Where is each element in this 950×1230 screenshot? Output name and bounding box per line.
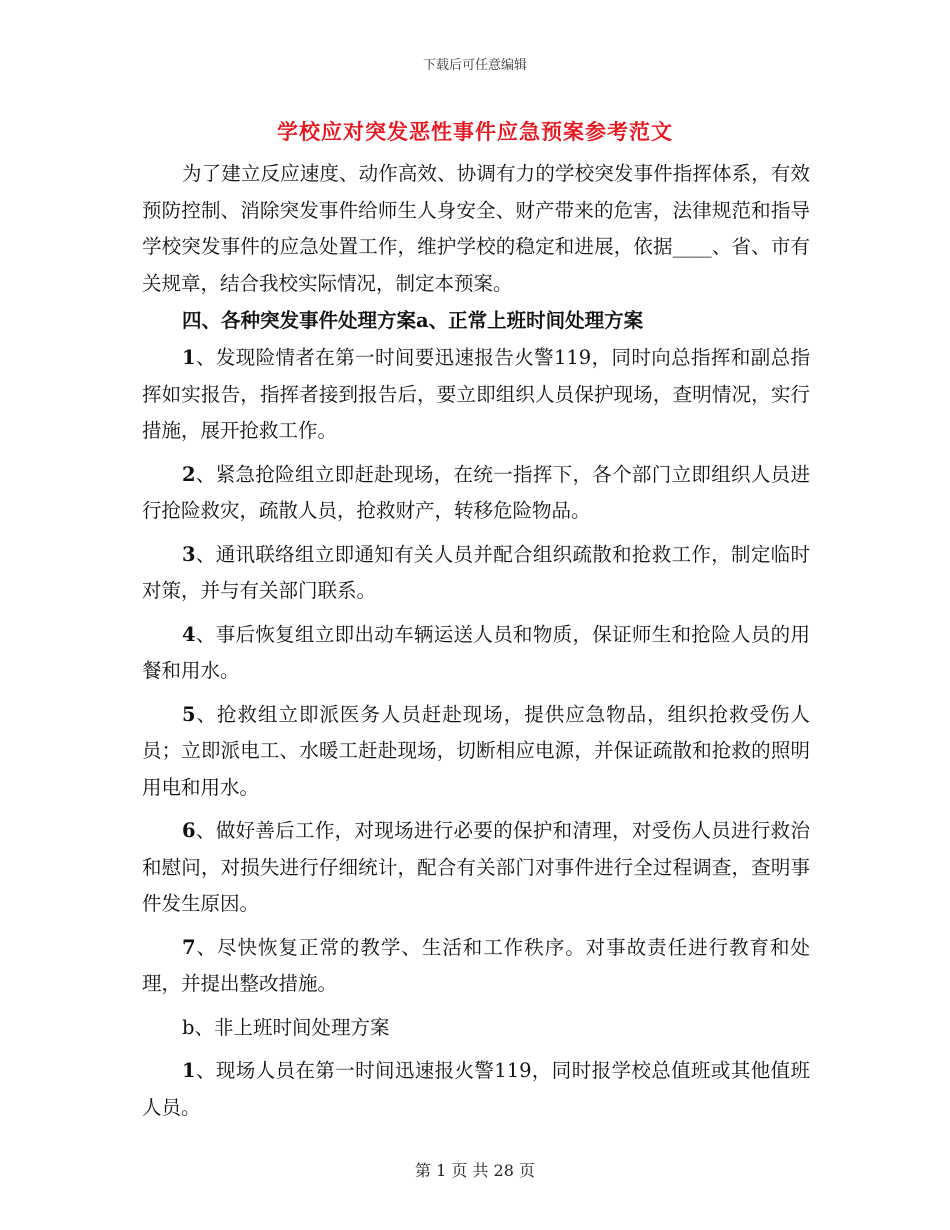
page-footer: 第 1 页 共 28 页 <box>415 1161 535 1180</box>
document-title: 学校应对突发恶性事件应急预案参考范文 <box>277 119 673 144</box>
list-item <box>142 1053 810 1126</box>
item-number: 5 <box>182 702 196 726</box>
item-number: 1 <box>182 1059 196 1082</box>
item-number: 6 <box>182 819 196 842</box>
item-text: 、抢救组立即派医务人员赶赴现场，提供应急物品，组织抢救受伤人员；立即派电工、水暖工赶赴现场，切断相应电源，并保证疏散和抢救的照明用电和用水。 <box>142 702 810 799</box>
item-number: 7 <box>182 935 196 959</box>
intro-paragraph: 为了建立反应速度、动作高效、协调有力的学校突发事件指挥体系，有效预防控制、消除突发事件给师生人身安全、财产带来的危害，法律规范和指导学校突发事件的应急处置工作，维护学校的稳定和进展，依据____、省、市有关规章，结合我校实际情况，制定本预案。 <box>142 162 810 295</box>
list-item <box>142 537 810 610</box>
item-number: 2 <box>182 462 196 486</box>
document-body <box>142 156 810 1126</box>
item-text: 、做好善后工作，对现场进行必要的保护和清理，对受伤人员进行救治和慰问，对损失进行仔细统计，配合有关部门对事件进行全过程调查，查明事件发生原因。 <box>142 819 810 915</box>
header-note: 下载后可任意编辑 <box>422 58 527 73</box>
item-number: 3 <box>182 542 196 566</box>
item-text: 、通讯联络组立即通知有关人员并配合组织疏散和抢救工作，制定临时对策，并与有关部门联系。 <box>142 542 810 602</box>
subsection-heading: b、非上班时间处理方案 <box>182 1015 390 1039</box>
list-item <box>142 340 810 450</box>
item-text: 、发现险情者在第一时间要迅速报告火警119，同时向总指挥和副总指挥如实报告，指挥者接到报告后，要立即组织人员保护现场，查明情况，实行措施，展开抢救工作。 <box>142 346 810 442</box>
list-item <box>142 457 810 530</box>
list-item <box>142 930 810 1003</box>
item-text: 、事后恢复组立即出动车辆运送人员和物质，保证师生和抢险人员的用餐和用水。 <box>142 622 810 682</box>
list-item <box>142 617 810 690</box>
section-heading: 四、各种突发事件处理方案a、正常上班时间处理方案 <box>182 309 644 332</box>
item-number: 4 <box>182 622 196 646</box>
item-text: 、紧急抢险组立即赶赴现场，在统一指挥下，各个部门立即组织人员进行抢险救灾，疏散人员，抢救财产，转移危险物品。 <box>142 462 810 522</box>
item-text: 、尽快恢复正常的教学、生活和工作秩序。对事故责任进行教育和处理，并提出整改措施。 <box>142 935 810 995</box>
item-number: 1 <box>182 346 196 369</box>
item-text: 、现场人员在第一时间迅速报火警119，同时报学校总值班或其他值班人员。 <box>142 1059 810 1119</box>
list-item <box>142 697 810 807</box>
list-item <box>142 813 810 923</box>
